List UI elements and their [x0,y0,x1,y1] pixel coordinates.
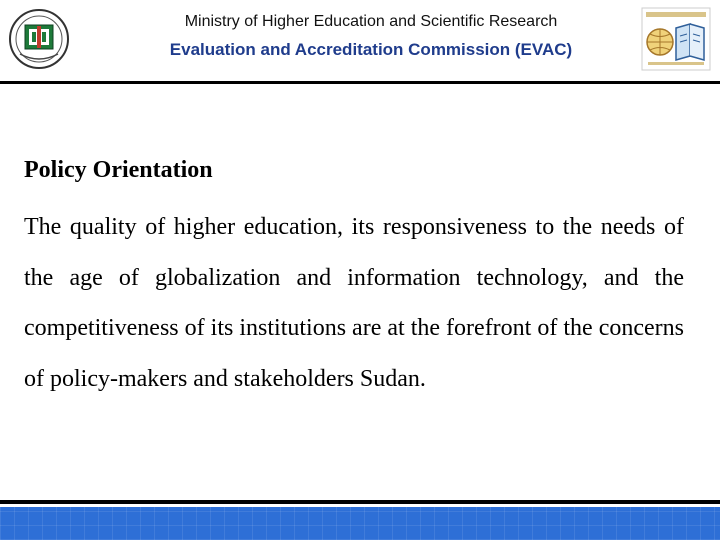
ministry-seal-icon [8,8,70,70]
footer-divider [0,500,720,504]
ministry-title: Ministry of Higher Education and Scientific Research [184,13,558,30]
evac-globe-books-icon [640,6,712,72]
body-paragraph: The quality of higher education, its responsiveness to the needs of the age of globalization and information technology, and the competitiveness of its institutions are at the forefront of the concerns of policy-makers and stakeholders Sudan. [24,214,684,392]
footer-bar [0,507,720,540]
header-divider [0,81,720,84]
section-heading: Policy Orientation [24,157,213,183]
slide-content [24,150,684,404]
commission-title: Evaluation and Accreditation Commission (EVAC) [169,40,573,59]
slide-header [0,0,720,80]
